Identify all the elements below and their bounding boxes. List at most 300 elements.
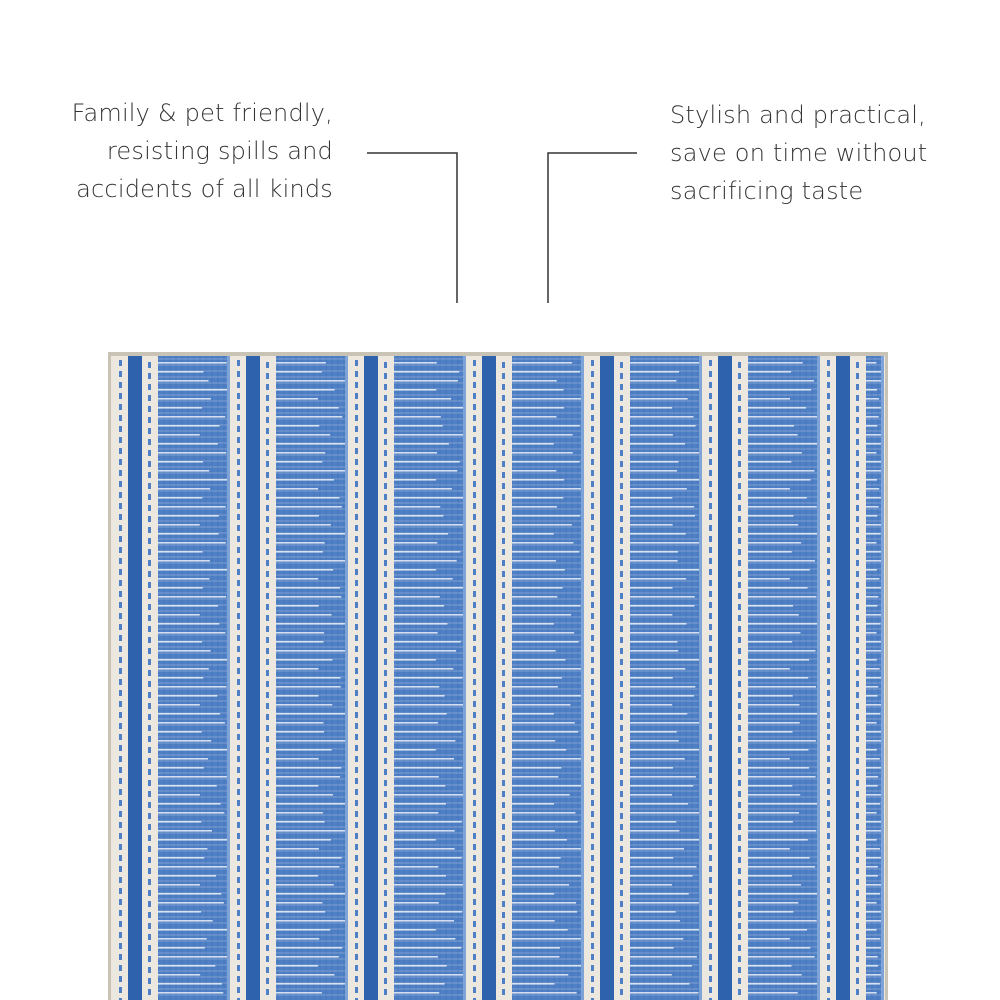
dash-mark (473, 679, 476, 685)
dash-mark (119, 668, 122, 674)
dash-mark (502, 945, 505, 951)
dash-mark (148, 824, 151, 830)
ladder-rung (158, 731, 202, 733)
dash-mark (266, 824, 269, 830)
dash-mark (620, 692, 623, 698)
dash-mark (148, 747, 151, 753)
dash-mark (620, 373, 623, 379)
dash-mark (266, 813, 269, 819)
ladder-rung (158, 623, 219, 625)
ladder-rung (512, 614, 571, 616)
dash-mark (827, 811, 830, 817)
dash-mark (709, 921, 712, 927)
dash-mark (620, 824, 623, 830)
dash-mark (738, 692, 741, 698)
ladder-rung (158, 965, 215, 967)
dash-mark (502, 670, 505, 676)
dash-mark (591, 899, 594, 905)
dash-mark (709, 778, 712, 784)
dash-mark (473, 800, 476, 806)
ladder-rung (748, 938, 790, 940)
ladder-rung (866, 911, 882, 913)
dash-mark (709, 811, 712, 817)
dash-mark (148, 637, 151, 643)
ladder-rung (748, 650, 815, 652)
ladder-rung (276, 947, 342, 949)
ladder-rung (394, 515, 443, 517)
callout-left-line-1: Family & pet friendly, (71, 99, 333, 127)
dash-mark (502, 648, 505, 654)
ladder-rung (158, 893, 221, 895)
dash-mark (502, 406, 505, 412)
dash-mark (119, 569, 122, 575)
dash-mark (148, 494, 151, 500)
dash-mark (591, 448, 594, 454)
dash-mark (355, 503, 358, 509)
dash-mark (384, 670, 387, 676)
dash-mark (148, 835, 151, 841)
dash-mark (502, 428, 505, 434)
dash-mark (502, 384, 505, 390)
ladder-rung (512, 533, 554, 535)
dash-mark (738, 890, 741, 896)
dash-mark (384, 758, 387, 764)
dash-mark (856, 406, 859, 412)
dash-mark (384, 912, 387, 918)
dash-mark (119, 470, 122, 476)
dash-mark (856, 923, 859, 929)
ladder-rung (158, 875, 216, 877)
dash-mark (384, 681, 387, 687)
ladder-rung (394, 686, 439, 688)
dash-mark (384, 626, 387, 632)
ladder-rung (158, 524, 200, 526)
dash-mark (620, 725, 623, 731)
dash-mark (827, 844, 830, 850)
dark-blue-stripe (364, 356, 378, 1000)
panel-edge (817, 356, 820, 1000)
dash-mark (148, 560, 151, 566)
dash-mark (355, 536, 358, 542)
dash-mark (473, 833, 476, 839)
dash-mark (738, 989, 741, 995)
ladder-rung (394, 767, 462, 769)
dash-mark (355, 943, 358, 949)
ladder-rung (394, 416, 441, 418)
dash-mark (237, 833, 240, 839)
dash-mark (237, 899, 240, 905)
dash-mark (738, 615, 741, 621)
ladder-rung (748, 866, 815, 868)
ladder-rung (512, 659, 566, 661)
ladder-rung (394, 551, 460, 553)
ladder-rung (630, 668, 685, 670)
dash-mark (738, 912, 741, 918)
ladder-rung (512, 650, 556, 652)
ladder-rung (512, 866, 559, 868)
ladder-rung (394, 434, 464, 436)
ladder-rung (512, 974, 568, 976)
dash-mark (856, 692, 859, 698)
ladder-rung (158, 497, 202, 499)
dash-mark (738, 802, 741, 808)
dash-mark (237, 404, 240, 410)
dash-mark (266, 923, 269, 929)
ladder-rung (276, 722, 323, 724)
ladder-rung (630, 515, 695, 517)
ladder-rung (866, 434, 883, 436)
dash-mark (473, 470, 476, 476)
ladder-rung (276, 686, 341, 688)
ladder-rung (748, 794, 800, 796)
ladder-rung (748, 668, 790, 670)
ladder-rung (512, 470, 556, 472)
dash-mark (502, 417, 505, 423)
dash-mark (384, 450, 387, 456)
dash-mark (237, 756, 240, 762)
dash-mark (738, 626, 741, 632)
dash-mark (591, 558, 594, 564)
ladder-rung (630, 461, 678, 463)
dash-mark (709, 833, 712, 839)
dash-mark (738, 703, 741, 709)
dash-mark (738, 934, 741, 940)
ladder-rung (748, 848, 790, 850)
dash-mark (473, 888, 476, 894)
ladder-rung (394, 632, 438, 634)
ladder-rung (512, 983, 554, 985)
dash-mark (119, 536, 122, 542)
dash-mark (384, 527, 387, 533)
ladder-rung (748, 713, 819, 715)
dash-mark (827, 426, 830, 432)
dash-mark (738, 879, 741, 885)
dash-mark (827, 415, 830, 421)
dash-mark (266, 505, 269, 511)
ladder-rung (394, 587, 463, 589)
dash-mark (237, 481, 240, 487)
dash-mark (620, 527, 623, 533)
ladder-rung (158, 992, 223, 994)
ladder-rung (394, 722, 438, 724)
dash-mark (148, 703, 151, 709)
dash-mark (148, 681, 151, 687)
ladder-rung (866, 965, 878, 967)
dash-mark (738, 846, 741, 852)
dash-mark (591, 910, 594, 916)
dash-mark (355, 635, 358, 641)
dash-mark (591, 965, 594, 971)
dash-mark (473, 976, 476, 982)
ladder-rung (158, 434, 200, 436)
dash-mark (119, 393, 122, 399)
dash-mark (591, 723, 594, 729)
dash-mark (237, 745, 240, 751)
dash-mark (591, 745, 594, 751)
ladder-rung (276, 767, 341, 769)
dash-mark (119, 415, 122, 421)
ladder-rung (158, 938, 207, 940)
ladder-rung (394, 893, 445, 895)
dash-mark (502, 747, 505, 753)
dash-mark (502, 780, 505, 786)
dash-mark (709, 536, 712, 542)
ladder-rung (158, 380, 209, 382)
ladder-rung (394, 542, 437, 544)
dash-mark (620, 560, 623, 566)
dash-mark (355, 954, 358, 960)
ladder-rung (748, 686, 816, 688)
dash-mark (266, 571, 269, 577)
ladder-rung (394, 659, 436, 661)
dash-mark (355, 932, 358, 938)
dash-mark (620, 461, 623, 467)
dash-mark (119, 712, 122, 718)
dash-mark (591, 822, 594, 828)
dash-mark (237, 558, 240, 564)
dash-mark (266, 527, 269, 533)
ladder-rung (748, 695, 793, 697)
ladder-rung (276, 821, 325, 823)
ladder-rung (158, 713, 220, 715)
dash-mark (266, 395, 269, 401)
dash-mark (591, 844, 594, 850)
dash-mark (502, 516, 505, 522)
ladder-rung (512, 515, 580, 517)
dash-mark (473, 657, 476, 663)
ladder-rung (394, 398, 451, 400)
dash-mark (119, 558, 122, 564)
dash-mark (709, 547, 712, 553)
dash-mark (827, 624, 830, 630)
dash-mark (473, 987, 476, 993)
dash-mark (502, 439, 505, 445)
dash-mark (856, 615, 859, 621)
ladder-rung (630, 740, 679, 742)
dash-mark (473, 503, 476, 509)
ladder-rung (630, 578, 686, 580)
dash-mark (620, 989, 623, 995)
dash-mark (148, 428, 151, 434)
dash-mark (355, 767, 358, 773)
ladder-rung (276, 866, 339, 868)
ladder-rung (630, 497, 672, 499)
dash-mark (709, 910, 712, 916)
dash-mark (856, 901, 859, 907)
dash-mark (473, 778, 476, 784)
dash-mark (473, 943, 476, 949)
ladder-rung (158, 758, 208, 760)
dash-mark (827, 437, 830, 443)
dash-mark (738, 670, 741, 676)
ladder-rung (276, 938, 319, 940)
dash-mark (266, 802, 269, 808)
dash-mark (620, 472, 623, 478)
dash-mark (473, 877, 476, 883)
dash-mark (620, 813, 623, 819)
ladder-rung (158, 776, 227, 778)
dash-mark (620, 956, 623, 962)
ladder-rung (748, 506, 817, 508)
dash-mark (620, 769, 623, 775)
dash-mark (502, 461, 505, 467)
ladder-rung (276, 488, 318, 490)
ladder-rung (276, 830, 346, 832)
dash-mark (237, 690, 240, 696)
dash-mark (620, 868, 623, 874)
ladder-rung (512, 389, 563, 391)
dash-mark (473, 668, 476, 674)
dash-mark (355, 415, 358, 421)
dash-mark (827, 756, 830, 762)
dash-mark (119, 404, 122, 410)
ladder-rung (630, 605, 694, 607)
dash-mark (237, 987, 240, 993)
ladder-rung (866, 605, 878, 607)
dash-mark (591, 954, 594, 960)
ladder-rung (866, 974, 884, 976)
ladder-rung (276, 416, 342, 418)
dash-mark (738, 560, 741, 566)
ladder-rung (748, 515, 794, 517)
ladder-rung (158, 461, 203, 463)
dash-mark (384, 560, 387, 566)
dash-mark (856, 549, 859, 555)
ladder-rung (630, 479, 700, 481)
dash-mark (237, 701, 240, 707)
dash-mark (148, 978, 151, 984)
dash-mark (237, 525, 240, 531)
ladder-rung (394, 443, 449, 445)
dash-mark (384, 714, 387, 720)
dash-mark (620, 780, 623, 786)
ladder-rung (394, 533, 448, 535)
ladder-rung (512, 731, 578, 733)
dash-mark (502, 395, 505, 401)
dash-mark (591, 514, 594, 520)
dash-mark (827, 481, 830, 487)
dash-mark (384, 736, 387, 742)
dash-mark (384, 824, 387, 830)
dash-mark (384, 659, 387, 665)
ladder-rung (158, 659, 229, 661)
ladder-rung (630, 812, 699, 814)
dash-mark (502, 472, 505, 478)
ladder-rung (276, 578, 318, 580)
dash-mark (709, 591, 712, 597)
dash-mark (266, 978, 269, 984)
ladder-rung (512, 488, 583, 490)
dash-mark (502, 373, 505, 379)
dash-mark (266, 648, 269, 654)
ladder-rung (866, 902, 877, 904)
ladder-rung (276, 857, 342, 859)
dash-mark (473, 426, 476, 432)
dash-mark (709, 767, 712, 773)
dash-mark (709, 360, 712, 366)
ladder-rung (512, 965, 582, 967)
ladder-rung (158, 452, 226, 454)
dash-mark (384, 813, 387, 819)
dash-mark (119, 976, 122, 982)
ladder-rung (866, 740, 882, 742)
dash-mark (709, 899, 712, 905)
ladder-rung (512, 452, 573, 454)
ladder-rung (394, 506, 440, 508)
ladder-rung (276, 380, 345, 382)
dash-mark (502, 846, 505, 852)
ladder-rung (748, 371, 791, 373)
dash-mark (591, 888, 594, 894)
ladder-rung (630, 569, 700, 571)
dash-mark (502, 362, 505, 368)
dash-mark (266, 934, 269, 940)
ladder-rung (158, 956, 227, 958)
ladder-rung (748, 776, 816, 778)
ladder-rung (276, 569, 333, 571)
dash-mark (709, 976, 712, 982)
ladder-rung (630, 488, 687, 490)
dash-mark (266, 857, 269, 863)
dash-mark (709, 481, 712, 487)
dash-mark (620, 615, 623, 621)
dash-mark (119, 591, 122, 597)
callout-right-line-1: Stylish and practical, (670, 101, 926, 129)
dash-mark (355, 547, 358, 553)
dash-mark (738, 604, 741, 610)
ladder-rung (748, 731, 793, 733)
dash-mark (620, 857, 623, 863)
dash-mark (237, 789, 240, 795)
ladder-rung (512, 677, 562, 679)
ladder-rung (276, 758, 319, 760)
ladder-rung (394, 812, 438, 814)
ladder-rung (158, 641, 202, 643)
dash-mark (266, 901, 269, 907)
dash-mark (709, 844, 712, 850)
dash-mark (237, 547, 240, 553)
dash-mark (355, 393, 358, 399)
dash-mark (355, 789, 358, 795)
dash-mark (148, 923, 151, 929)
dash-mark (266, 747, 269, 753)
dash-mark (856, 945, 859, 951)
ladder-rung (158, 947, 205, 949)
ladder-rung (394, 848, 455, 850)
dash-mark (738, 747, 741, 753)
dash-mark (738, 659, 741, 665)
dash-mark (620, 890, 623, 896)
dash-mark (620, 978, 623, 984)
ladder-rung (866, 479, 877, 481)
dash-mark (119, 965, 122, 971)
dash-mark (384, 637, 387, 643)
dash-mark (856, 637, 859, 643)
dash-mark (856, 868, 859, 874)
dash-mark (473, 624, 476, 630)
ladder-rung (512, 686, 558, 688)
dash-mark (119, 811, 122, 817)
dash-mark (709, 756, 712, 762)
dash-mark (473, 789, 476, 795)
dash-mark (591, 613, 594, 619)
ladder-rung (158, 650, 211, 652)
ladder-rung (630, 434, 673, 436)
ladder-rung (630, 686, 695, 688)
dash-mark (473, 459, 476, 465)
dash-mark (384, 461, 387, 467)
ladder-rung (512, 371, 580, 373)
